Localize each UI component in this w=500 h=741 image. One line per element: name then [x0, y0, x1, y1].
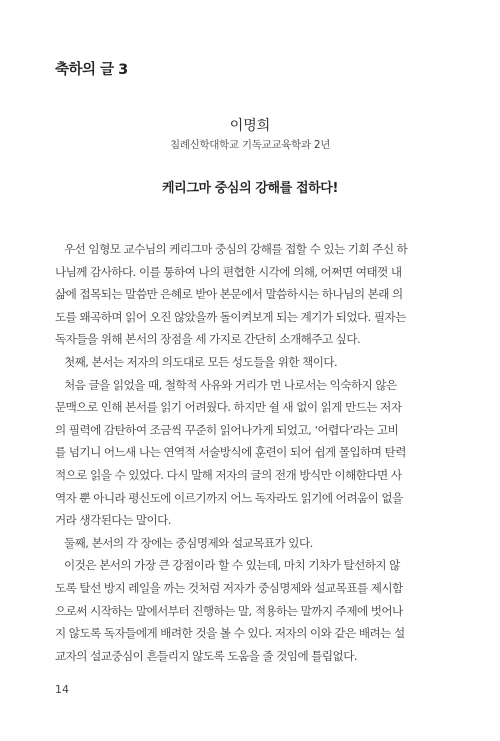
body-line: 의 필력에 감탄하여 조금씩 꾸준히 읽어나가게 되었고, ‘어렵다’라는 고비 — [55, 422, 399, 437]
body-line: 거라 생각된다는 말이다. — [55, 513, 171, 528]
body-line: 으로써 시작하는 말에서부터 진행하는 말, 적용하는 말까지 주제에 벗어나 — [55, 603, 403, 618]
body-line: 적으로 읽을 수 있었다. 다시 말해 저자의 글의 전개 방식만 이해한다면 사 — [55, 467, 402, 482]
body-line: 도를 왜곡하며 읽어 오진 않았을까 돌이켜보게 되는 계기가 되었다. 필자는 — [55, 309, 406, 324]
body-line: 나님께 감사하다. 이를 통하여 나의 편협한 시각에 의해, 어쩌면 여태껏 내 — [55, 264, 402, 279]
body-line: 역자 뿐 아니라 평신도에 이르기까지 어느 독자라도 읽기에 어려움이 없을 — [55, 490, 403, 505]
body-line: 첫째, 본서는 저자의 의도대로 모든 성도들을 위한 책이다. — [64, 354, 338, 369]
body-line: 도록 탈선 방지 레일을 까는 것처럼 저자가 중심명제와 설교목표를 제시함 — [55, 580, 403, 595]
body-line: 독자들을 위해 본서의 장점을 세 가지로 간단히 소개해주고 싶다. — [55, 332, 361, 347]
body-text — [55, 238, 433, 667]
body-line: 교자의 설교중심이 흔들리지 않도록 도움을 줄 것임에 틀림없다. — [55, 648, 357, 663]
body-line: 지 않도록 독자들에게 배려한 것을 볼 수 있다. 저자의 이와 같은 배려는 설 — [55, 626, 405, 641]
body-line: 둘째, 본서의 각 장에는 중심명제와 설교목표가 있다. — [64, 535, 313, 550]
body-line: 삶에 접목되는 말씀만 은혜로 받아 본문에서 말씀하시는 하나님의 본래 의 — [55, 287, 403, 302]
section-title: 축하의 글 3 — [55, 62, 128, 78]
author-affiliation: 침례신학대학교 기독교교육학과 2년 — [169, 139, 331, 151]
body-line: 를 넘기니 어느새 나는 연역적 서술방식에 훈련이 되어 쉽게 몰입하며 탄력 — [55, 445, 406, 460]
body-line: 이것은 본서의 가장 큰 강점이라 할 수 있는데, 마치 기차가 탈선하지 않 — [64, 558, 400, 573]
body-line: 문맥으로 인해 본서를 읽기 어려웠다. 하지만 쉴 새 없이 읽게 만드는 저자 — [55, 400, 402, 415]
page-number: 14 — [55, 683, 69, 696]
body-line: 처음 글을 읽었을 때, 철학적 사유와 거리가 먼 나로서는 익숙하지 않은 — [64, 377, 397, 392]
body-line: 우선 임형모 교수님의 케리그마 중심의 강해를 접할 수 있는 기회 주신 하 — [64, 242, 408, 256]
article-headline: 케리그마 중심의 강해를 접하다! — [162, 181, 338, 196]
author-name: 이명희 — [229, 118, 271, 134]
